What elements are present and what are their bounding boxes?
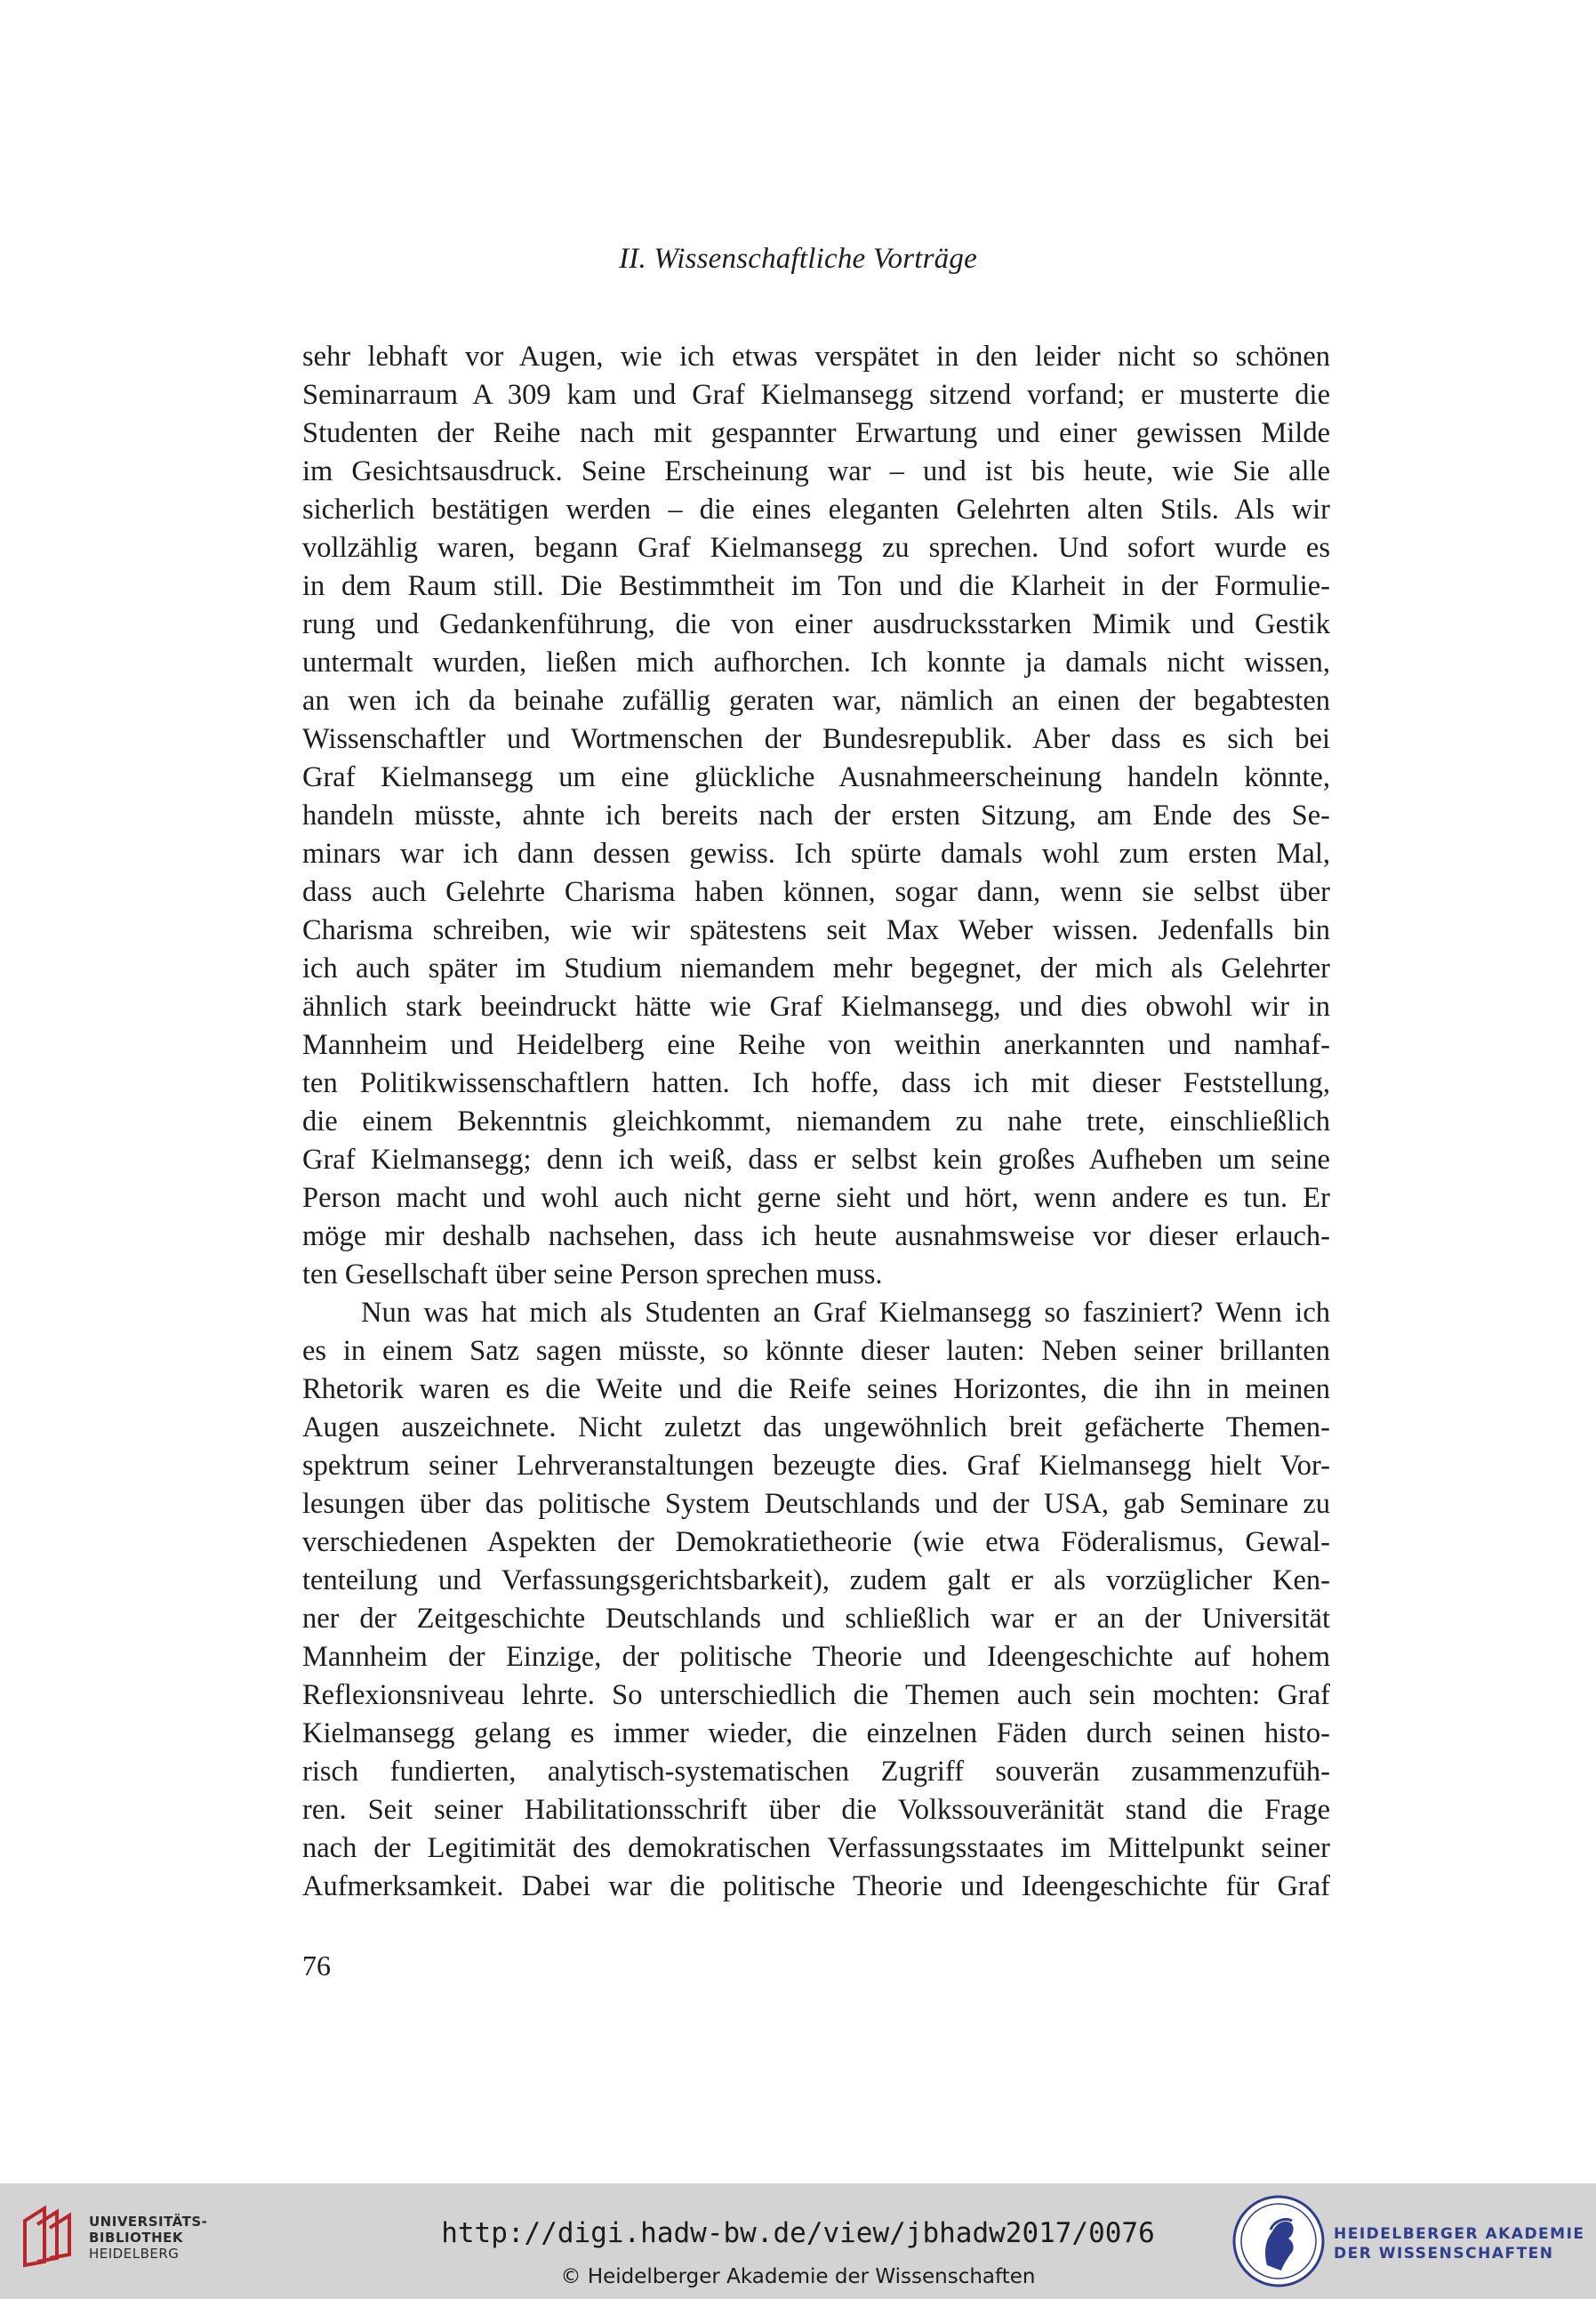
text-line: Reflexionsniveau lehrte. So unterschiedlich die Themen auch sein mochten: Graf (302, 1679, 1330, 1711)
text-line: ren. Seit seiner Habilitationsschrift über die Volkssouveränität stand die Frage (302, 1794, 1330, 1826)
text-line: Augen auszeichnete. Nicht zuletzt das ungewöhnlich breit gefächerte Themen- (302, 1411, 1330, 1443)
text-line: Mannheim der Einzige, der politische Theorie und Ideengeschichte auf hohem (302, 1641, 1330, 1673)
permalink-url[interactable]: http://digi.hadw-bw.de/view/jbhadw2017/0076 (441, 2217, 1155, 2249)
academy-emblem-icon (1231, 2194, 1326, 2288)
text-line: möge mir deshalb nachsehen, dass ich heute ausnahmsweise vor dieser erlauch- (302, 1220, 1330, 1252)
text-line: Graf Kielmansegg um eine glückliche Ausnahmeerscheinung handeln könnte, (302, 761, 1330, 793)
text-line: sehr lebhaft vor Augen, wie ich etwas verspätet in den leider nicht so schönen (302, 341, 1330, 373)
text-line: handeln müsste, ahnte ich bereits nach der ersten Sitzung, am Ende des Se- (302, 800, 1330, 832)
text-line: Aufmerksamkeit. Dabei war die politische Theorie und Ideengeschichte für Graf (302, 1870, 1330, 1902)
text-line: Graf Kielmansegg; denn ich weiß, dass er selbst kein großes Aufheben um seine (302, 1144, 1330, 1176)
viewer-footer (0, 2183, 1596, 2299)
text-line: sicherlich bestätigen werden – die eines eleganten Gelehrten alten Stils. Als wir (302, 494, 1330, 526)
text-line: risch fundierten, analytisch-systematischen Zugriff souverän zusammenzufüh- (302, 1756, 1330, 1788)
text-line: Rhetorik waren es die Weite und die Reife seines Horizontes, die ihn in meinen (302, 1373, 1330, 1405)
text-line: Seminarraum A 309 kam und Graf Kielmansegg sitzend vorfand; er musterte die (302, 379, 1330, 411)
library-name-line: UNIVERSITÄTS- (89, 2214, 208, 2230)
text-line: es in einem Satz sagen müsste, so könnte dieser lauten: Neben seiner brillanten (302, 1335, 1330, 1367)
library-name-line: HEIDELBERG (89, 2246, 180, 2262)
text-line: die einem Bekenntnis gleichkommt, niemandem zu nahe trete, einschließlich (302, 1105, 1330, 1137)
text-line: minars war ich dann dessen gewiss. Ich spürte damals wohl zum ersten Mal, (302, 838, 1330, 870)
text-line: ten Gesellschaft über seine Person sprechen muss. (302, 1258, 883, 1290)
text-line: an wen ich da beinahe zufällig geraten war, nämlich an einen der begabtesten (302, 685, 1330, 717)
academy-name (1334, 2224, 1585, 2263)
text-line: ich auch später im Studium niemandem mehr begegnet, der mich als Gelehrter (302, 953, 1330, 985)
text-line: Charisma schreiben, wie wir spätestens seit Max Weber wissen. Jedenfalls bin (302, 914, 1330, 946)
page-number: 76 (302, 1949, 331, 1981)
text-line: vollzählig waren, begann Graf Kielmansegg zu sprechen. Und sofort wurde es (302, 532, 1330, 564)
text-line: Mannheim und Heidelberg eine Reihe von weithin anerkannten und namhaf- (302, 1029, 1330, 1061)
text-line: nach der Legitimität des demokratischen Verfassungsstaates im Mittelpunkt seiner (302, 1832, 1330, 1864)
text-line: Studenten der Reihe nach mit gespannter Erwartung und einer gewissen Milde (302, 417, 1330, 449)
text-line: rung und Gedankenführung, die von einer ausdrucksstarken Mimik und Gestik (302, 608, 1330, 640)
library-name-line: BIBLIOTHEK (89, 2230, 183, 2246)
text-line: ten Politikwissenschaftlern hatten. Ich hoffe, dass ich mit dieser Feststellung, (302, 1067, 1330, 1099)
text-line: Nun was hat mich als Studenten an Graf Kielmansegg so fasziniert? Wenn ich (361, 1297, 1330, 1329)
text-line: im Gesichtsausdruck. Seine Erscheinung war – und ist bis heute, wie Sie alle (302, 455, 1330, 487)
text-line: ähnlich stark beeindruckt hätte wie Graf Kielmansegg, und dies obwohl wir in (302, 991, 1330, 1023)
running-head: II. Wissenschaftliche Vorträge (619, 243, 977, 275)
text-line: ner der Zeitgeschichte Deutschlands und schließlich war er an der Universität (302, 1603, 1330, 1635)
copyright-notice: © Heidelberger Akademie der Wissenschaften (560, 2265, 1036, 2288)
text-line: in dem Raum still. Die Bestimmtheit im Ton und die Klarheit in der Formulie- (302, 570, 1330, 602)
academy-name-line: DER WISSENSCHAFTEN (1334, 2245, 1554, 2263)
text-line: untermalt wurden, ließen mich aufhorchen. Ich konnte ja damals nicht wissen, (302, 647, 1330, 679)
text-line: tenteilung und Verfassungsgerichtsbarkeit), zudem galt er als vorzüglicher Ken- (302, 1564, 1330, 1596)
text-line: Wissenschaftler und Wortmenschen der Bundesrepublik. Aber dass es sich bei (302, 723, 1330, 755)
text-line: verschiedenen Aspekten der Demokratietheorie (wie etwa Föderalismus, Gewal- (302, 1526, 1330, 1558)
body-text (302, 338, 1330, 1906)
text-line: dass auch Gelehrte Charisma haben können, sogar dann, wenn sie selbst über (302, 876, 1330, 908)
text-line: Kielmansegg gelang es immer wieder, die einzelnen Fäden durch seinen histo- (302, 1717, 1330, 1749)
text-line: lesungen über das politische System Deutschlands und der USA, gab Seminare zu (302, 1488, 1330, 1520)
academy-name-line: HEIDELBERGER AKADEMIE (1334, 2225, 1585, 2243)
text-line: Person macht und wohl auch nicht gerne sieht und hört, wenn andere es tun. Er (302, 1182, 1330, 1214)
text-line: spektrum seiner Lehrveranstaltungen bezeugte dies. Graf Kielmansegg hielt Vor- (302, 1450, 1330, 1482)
